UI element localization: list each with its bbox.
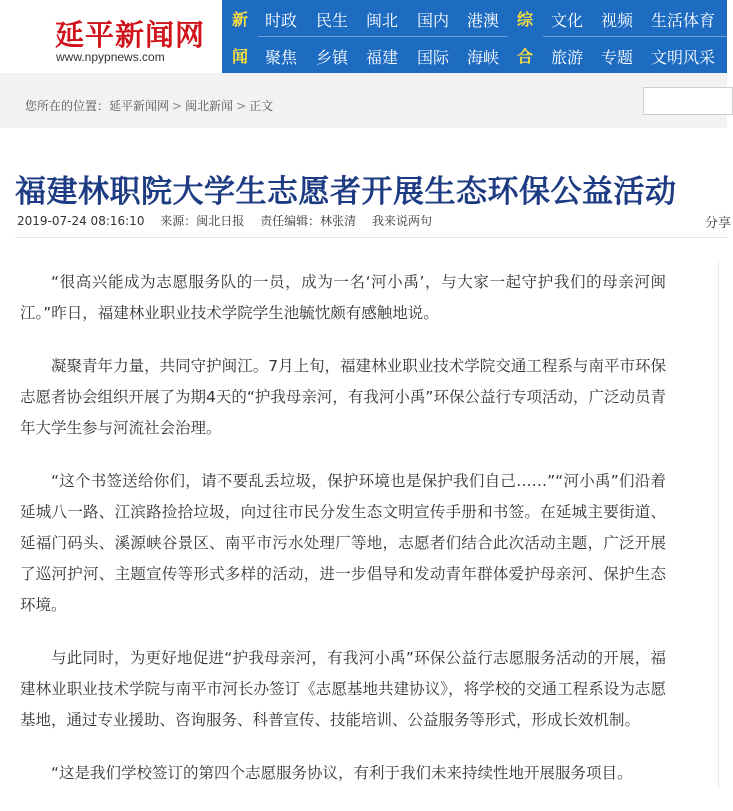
article-paragraph: “这个书签送给你们，请不要乱丢垃圾，保护环境也是保护我们自己……”“河小禹”们沿着延城八一路、江滨路捡拾垃圾，向过往市民分发生态文明宣传手册和书签。在延城主要街道、延福门码头、溪源峡谷景区、南平市污水处理厂等地，志愿者们结合此次活动主题，广泛开展了巡河护河、主题宣传等形式多样的活动，进一步倡导和发动青年群体爱护母亲河、保护生态环境。	[20, 472, 666, 614]
search-input[interactable]	[643, 87, 733, 115]
article-body	[20, 267, 666, 811]
breadcrumb-prefix: 您所在的位置：	[25, 99, 110, 113]
meta-divider	[15, 237, 727, 238]
share-button[interactable]: 分享	[705, 216, 732, 231]
article-paragraph: “很高兴能成为志愿服务队的一员，成为一名‘河小禹’，与大家一起守护我们的母亲河闽江。”昨日，福建林业职业技术学院学生池毓忱颇有感触地说。	[20, 273, 666, 322]
nav-head-top: 新	[231, 10, 248, 29]
nav-item-minbei[interactable]: 闽北	[366, 11, 399, 30]
site-logo[interactable]	[0, 0, 222, 73]
nav-item-wenming-fengcai[interactable]: 文明风采	[651, 48, 716, 67]
nav-group-general-heading	[509, 0, 541, 73]
article-paragraph: “这是我们学校签订的第四个志愿服务协议，有利于我们未来持续性地开展服务项目。	[51, 764, 633, 782]
logo-url: www.npypnews.com	[56, 50, 165, 64]
breadcrumb-separator: >	[236, 99, 247, 113]
nav-item-guoji[interactable]: 国际	[417, 48, 450, 67]
nav-item-shenghuo-tiyu[interactable]: 生活体育	[651, 11, 716, 30]
nav-head-top: 综	[516, 10, 533, 29]
breadcrumb-separator: >	[172, 99, 183, 113]
nav-item-haixia[interactable]: 海峡	[467, 48, 500, 67]
comment-link[interactable]: 我来说两句	[371, 214, 432, 228]
nav-item-gangao[interactable]: 港澳	[467, 11, 500, 30]
article-editor: 责任编辑：林张清	[260, 214, 357, 228]
nav-item-xiangzhen[interactable]: 乡镇	[316, 48, 349, 67]
breadcrumb-current: 正文	[249, 99, 274, 113]
nav-head-bottom: 闻	[231, 47, 248, 66]
breadcrumb-home-link[interactable]: 延平新闻网	[109, 99, 170, 113]
nav-item-shizheng[interactable]: 时政	[265, 11, 298, 30]
article-date: 2019-07-24 08:16:10	[17, 214, 145, 228]
article-paragraph: 与此同时，为更好地促进“护我母亲河，有我河小禹”环保公益行志愿服务活动的开展，福建林业职业技术学院与南平市河长办签订《志愿基地共建协议》，将学校的交通工程系设为志愿基地，通过专业援助、咨询服务、科普宣传、技能培训、公益服务等形式，形成长效机制。	[20, 649, 666, 729]
nav-item-minsheng[interactable]: 民生	[316, 11, 349, 30]
article-source: 来源：闽北日报	[160, 214, 245, 228]
logo-title[interactable]: 延平新闻网	[55, 18, 206, 52]
nav-item-shipin[interactable]: 视频	[601, 11, 634, 30]
article-paragraph: 凝聚青年力量，共同守护闽江。7月上旬，福建林业职业技术学院交通工程系与南平市环保志愿者协会组织开展了为期4天的“护我母亲河，有我河小禹”环保公益行专项活动，广泛动员青年大学生参与河流社会治理。	[20, 357, 666, 437]
nav-item-lvyou[interactable]: 旅游	[551, 48, 584, 67]
nav-head-bottom: 合	[516, 47, 533, 66]
nav-item-guonei[interactable]: 国内	[417, 11, 450, 30]
site-header	[0, 0, 727, 73]
article-title: 福建林职院大学生志愿者开展生态环保公益活动	[15, 174, 677, 210]
nav-group-news-heading	[224, 0, 256, 73]
nav-item-zhuanti[interactable]: 专题	[601, 48, 634, 67]
nav-item-fujian[interactable]: 福建	[366, 48, 399, 67]
breadcrumb	[25, 97, 273, 114]
nav-item-wenhua[interactable]: 文化	[551, 11, 584, 30]
breadcrumb-bar	[0, 73, 727, 128]
breadcrumb-section-link[interactable]: 闽北新闻	[185, 99, 234, 113]
content-side-divider	[718, 262, 719, 789]
nav-item-jujiao[interactable]: 聚焦	[265, 48, 298, 67]
article-meta	[17, 212, 444, 229]
